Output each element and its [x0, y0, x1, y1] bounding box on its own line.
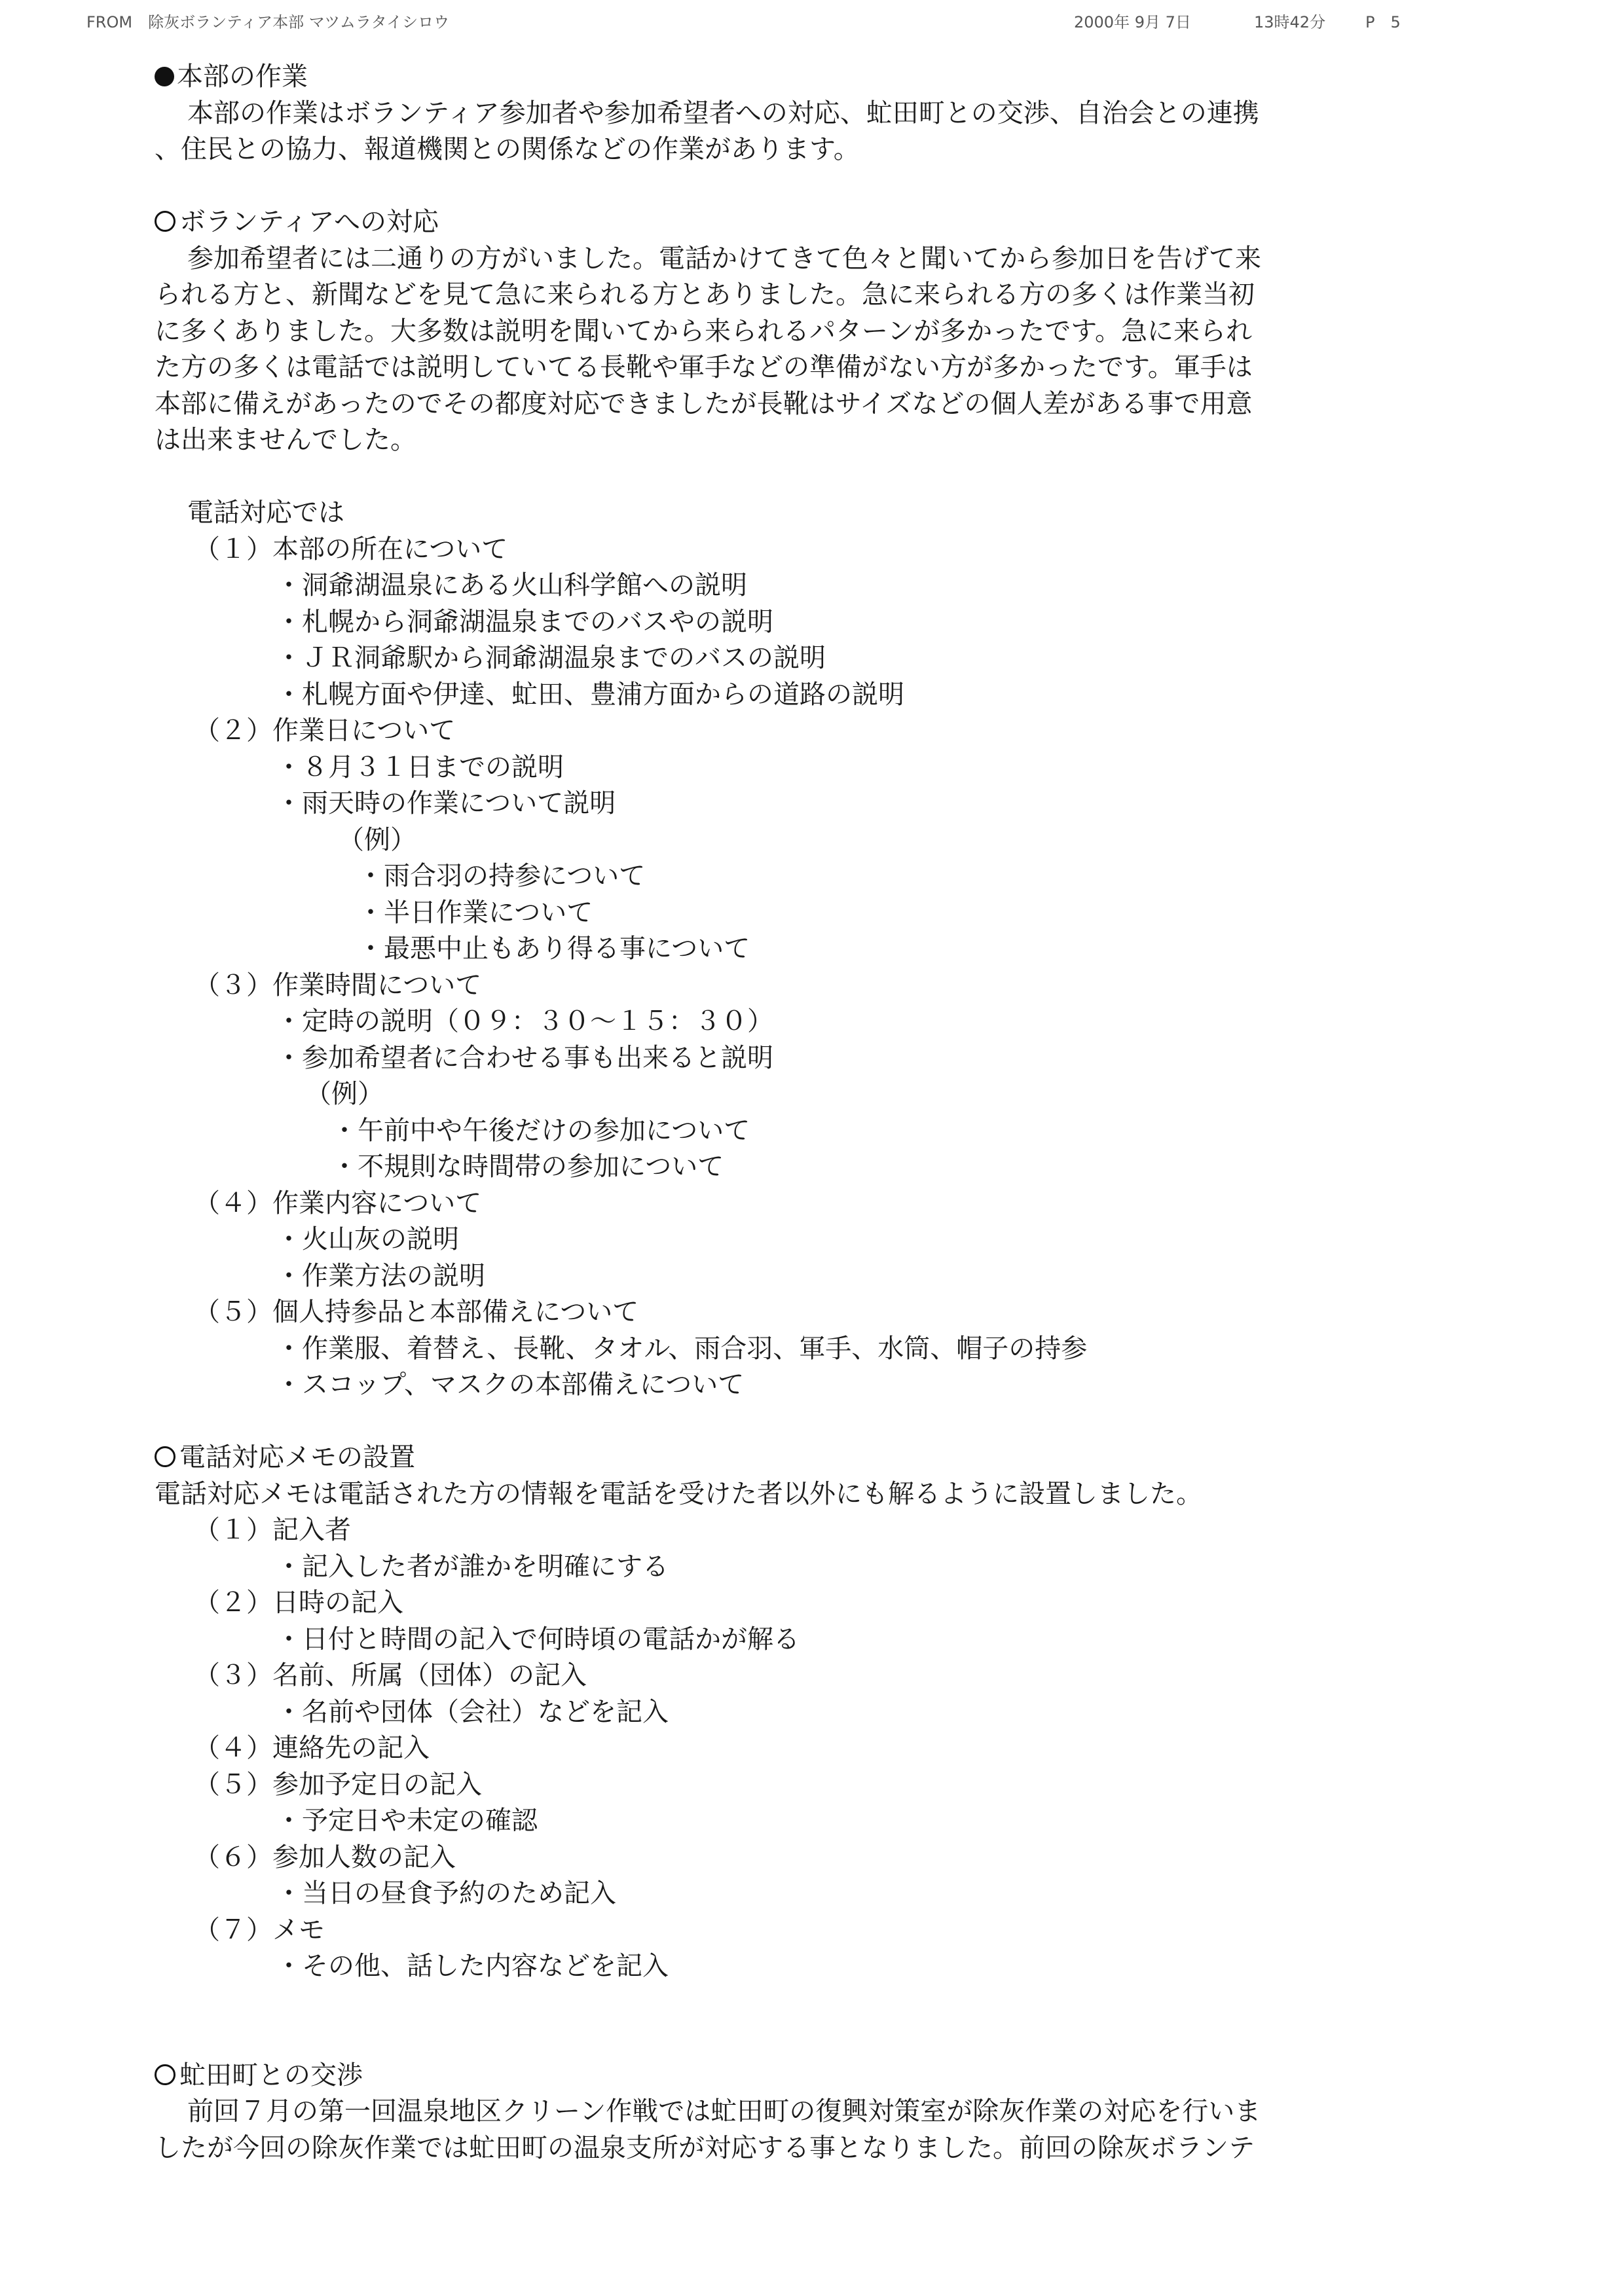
sub-item: ・その他、話した内容などを記入: [276, 1951, 669, 1981]
sub-item: ・８月３１日までの説明: [276, 752, 564, 782]
sub-item: ・不規則な時間帯の参加について: [331, 1152, 724, 1182]
paragraph-line: た方の多くは電話では説明していてる長靴や軍手などの準備がない方が多かったです。軍手は: [155, 352, 1253, 382]
sub-item: ・定時の説明（０９：３０～１５：３０）: [276, 1006, 773, 1036]
paragraph-line: 電話対応メモは電話された方の情報を電話を受けた者以外にも解るように設置しました。: [155, 1478, 1202, 1509]
phone-intro: 電話対応では: [187, 498, 344, 528]
sub-item: ・作業方法の説明: [276, 1260, 485, 1291]
numbered-item: （３）作業時間について: [194, 970, 482, 1000]
numbered-item: （３）名前、所属（団体）の記入: [194, 1660, 587, 1690]
numbered-item: （２）作業日について: [194, 716, 456, 746]
sub-item: ・記入した者が誰かを明確にする: [276, 1551, 669, 1582]
sub-item: ・半日作業について: [358, 897, 593, 928]
sub-item: ・スコップ、マスクの本部備えについて: [276, 1370, 745, 1400]
numbered-item: （４）連絡先の記入: [194, 1733, 430, 1763]
paragraph-line: に多くありました。大多数は説明を聞いてから来られるパターンが多かったです。急に来られ: [155, 316, 1252, 346]
sub-item: ・雨天時の作業について説明: [276, 788, 616, 818]
sub-item: ・洞爺湖温泉にある火山科学館への説明: [276, 570, 747, 600]
numbered-item: （５）参加予定日の記入: [194, 1769, 482, 1800]
open-circle-icon: [155, 211, 175, 232]
filled-circle-icon: [155, 67, 174, 86]
open-circle-icon: [155, 2064, 175, 2085]
section-heading-memo: 電話対応メモの設置: [155, 1440, 1359, 1476]
sub-item: ・当日の昼食予約のため記入: [276, 1878, 616, 1908]
numbered-item: （１）本部の所在について: [194, 534, 508, 564]
paragraph-line: 参加希望者には二通りの方がいました。電話かけてきて色々と聞いてから参加日を告げて来: [187, 243, 1261, 274]
fax-from: FROM 除灰ボランティア本部 マツムラタイシロウ: [86, 13, 450, 31]
numbered-item: （５）個人持参品と本部備えについて: [194, 1297, 639, 1327]
sub-item: ・日付と時間の記入で何時頃の電話かが解る: [276, 1624, 800, 1654]
paragraph-line: したが今回の除灰作業では虻田町の温泉支所が対応する事となりました。前回の除灰ボランテ: [155, 2132, 1255, 2163]
open-circle-icon: [155, 1446, 175, 1467]
phone-topics-list: [155, 532, 1359, 1404]
sub-item: ・午前中や午後だけの参加について: [331, 1115, 750, 1146]
sub-item: ・雨合羽の持参について: [358, 861, 646, 891]
numbered-item: （６）参加人数の記入: [194, 1842, 456, 1872]
paragraph-line: 本部に備えがあったのでその都度対応できましたが長靴はサイズなどの個人差がある事で用意: [155, 388, 1253, 419]
numbered-item: （１）記入者: [194, 1515, 351, 1545]
fax-header: [0, 0, 1624, 39]
sub-item: ・名前や団体（会社）などを記入: [276, 1696, 669, 1727]
paragraph-line: 本部の作業はボランティア参加者や参加希望者への対応、虻田町との交渉、自治会との連携: [187, 98, 1259, 128]
numbered-item: （４）作業内容について: [194, 1188, 482, 1218]
memo-fields-list: [155, 1512, 1359, 1985]
section-heading-headquarters: 本部の作業: [155, 59, 1359, 96]
paragraph-line: られる方と、新聞などを見て急に来られる方とありました。急に来られる方の多くは作業当初: [155, 280, 1255, 310]
numbered-item: （７）メモ: [194, 1914, 325, 1945]
fax-time: 13時42分: [1254, 13, 1326, 31]
paragraph-line: 前回７月の第一回温泉地区クリーン作戦では虻田町の復興対策室が除灰作業の対応を行いま: [187, 2096, 1261, 2126]
sub-item: ・札幌から洞爺湖温泉までのバスやの説明: [276, 606, 773, 637]
paragraph-line: は出来ませんでした。: [155, 425, 416, 455]
sub-item: ・予定日や未定の確認: [276, 1806, 538, 1836]
sub-item: ・作業服、着替え、長靴、タオル、雨合羽、軍手、水筒、帽子の持参: [276, 1333, 1088, 1364]
sub-item: ・参加希望者に合わせる事も出来ると説明: [276, 1042, 773, 1073]
numbered-item: （２）日時の記入: [194, 1588, 403, 1618]
sub-item: （例）: [338, 824, 416, 855]
paragraph-line: 、住民との協力、報道機関との関係などの作業があります。: [155, 134, 860, 164]
sub-item: ・ＪＲ洞爺駅から洞爺湖温泉までのバスの説明: [276, 643, 826, 673]
sub-item: （例）: [305, 1079, 384, 1109]
sub-item: ・札幌方面や伊達、虻田、豊浦方面からの道路の説明: [276, 679, 904, 710]
sub-item: ・火山灰の説明: [276, 1224, 459, 1254]
section-heading-town: 虻田町との交渉: [155, 2058, 1359, 2094]
sub-item: ・最悪中止もあり得る事について: [358, 934, 750, 964]
document-body: [155, 59, 1359, 2166]
fax-date: 2000年 9月 7日: [1074, 13, 1191, 31]
section-heading-volunteer: ボランティアへの対応: [155, 204, 1359, 241]
fax-page: P 5: [1365, 13, 1401, 31]
